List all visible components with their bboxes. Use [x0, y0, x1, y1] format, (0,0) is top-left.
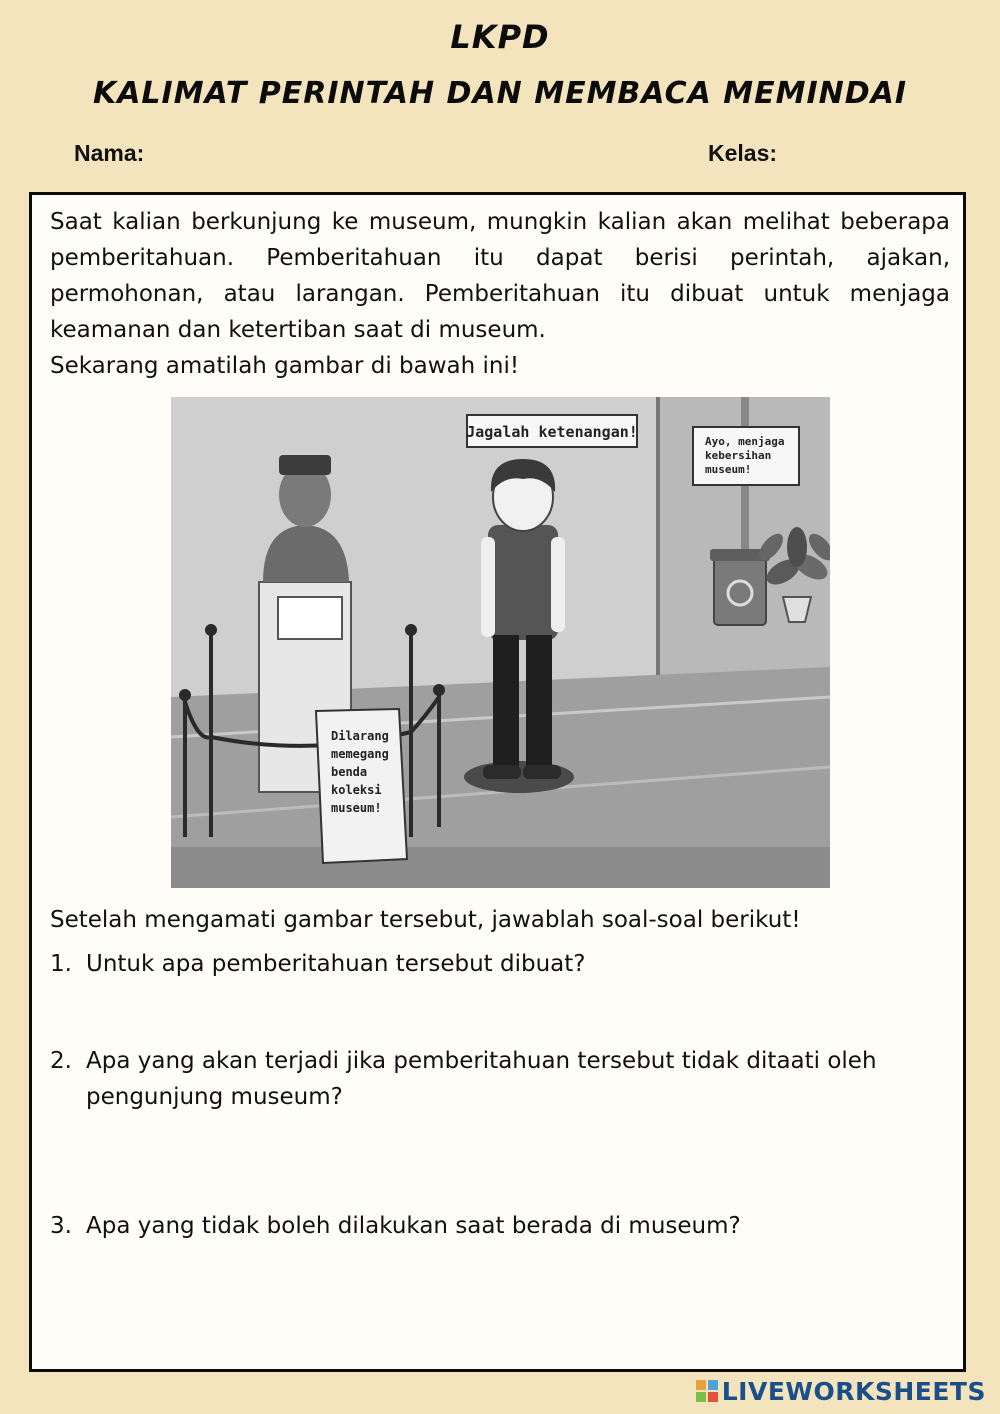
worksheet-subtitle: KALIMAT PERINTAH DAN MEMBACA MEMINDAI — [92, 76, 908, 111]
sign-clean-line: Ayo, menjaga — [705, 435, 785, 448]
instruction-text: Sekarang amatilah gambar di bawah ini! — [50, 353, 520, 379]
logo-square — [708, 1380, 718, 1390]
question-number: 3. — [50, 1213, 72, 1239]
footer-branding[interactable] — [696, 1374, 986, 1408]
logo-square — [708, 1392, 718, 1402]
sign-clean-line: kebersihan — [705, 449, 772, 462]
sign-no-touch-line: koleksi — [331, 783, 382, 797]
brand-name: LIVEWORKSHEETS — [721, 1376, 986, 1406]
question-text: Untuk apa pemberitahuan tersebut dibuat? — [86, 951, 586, 977]
trash-bin — [714, 557, 766, 625]
question-number: 1. — [50, 951, 72, 977]
question-text: Apa yang tidak boleh dilakukan saat berada di museum? — [86, 1213, 741, 1239]
sign-quiet-text: Jagalah ketenangan! — [466, 423, 638, 441]
sign-no-touch-line: Dilarang — [331, 729, 389, 743]
question-3 — [50, 1208, 950, 1244]
question-text: Apa yang akan terjadi jika pemberitahuan tersebut tidak ditaati oleh pengunjung museum? — [86, 1048, 877, 1110]
sign-no-touch-line: memegang — [331, 747, 389, 761]
class-label: Kelas: — [708, 140, 778, 166]
logo-square — [696, 1380, 706, 1390]
sign-no-touch-line: benda — [331, 765, 368, 779]
logo-square — [696, 1392, 706, 1402]
museum-scene-svg — [171, 397, 830, 888]
question-2 — [50, 1043, 950, 1115]
plant-pot — [783, 597, 811, 622]
questions-intro: Setelah mengamati gambar tersebut, jawablah soal-soal berikut! — [50, 907, 801, 933]
museum-illustration — [171, 397, 830, 888]
worksheet-title: LKPD — [450, 18, 550, 56]
sign-clean-line: museum! — [705, 463, 752, 476]
question-number: 2. — [50, 1048, 72, 1074]
sign-no-touch-line: museum! — [331, 801, 382, 815]
liveworksheets-logo-icon — [696, 1380, 718, 1402]
question-1 — [50, 946, 950, 982]
name-label: Nama: — [74, 140, 145, 166]
intro-paragraph: Saat kalian berkunjung ke museum, mungkin kalian akan melihat beberapa pemberitahuan. Pemberitahuan itu dapat berisi perintah, ajakan, permohonan, atau larangan. Pemberitahuan itu dibuat untuk menjaga keamanan dan ketertiban saat di museum. — [50, 209, 950, 343]
